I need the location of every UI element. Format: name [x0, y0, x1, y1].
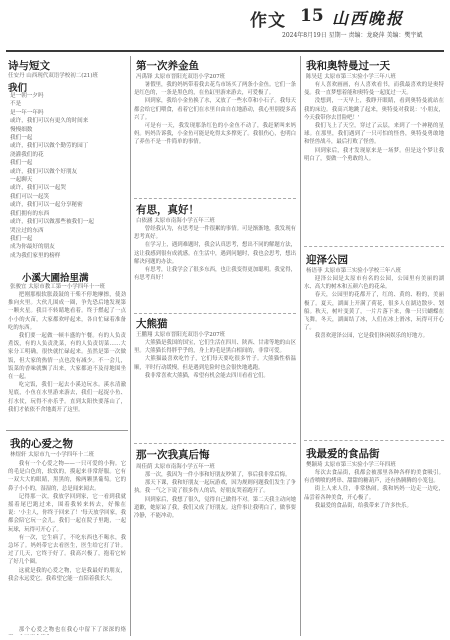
masthead [250, 6, 442, 48]
paragraph: 我们飞上了天空，穿过了云层，来到了一个神秘的星球。在那里，我们遇到了一只可怕的怪兽，奥特曼勇敢地和怪兽战斗，最后打败了怪兽。 [304, 123, 444, 146]
article-author: 冯禹锋 太原市晋阳光双语小学207班 [136, 74, 226, 80]
article-divider [134, 198, 296, 199]
newspaper-logo: 山西晚报 [332, 9, 405, 28]
article-author: 杨语菲 太原市第三实验小学校三年八班 [306, 268, 402, 274]
article-author: 周佳荫 太原市南海小学五年一班 [136, 464, 215, 470]
article-heading: 我最爱的食品街 [306, 448, 380, 460]
poem-line: 我们一起 [10, 135, 33, 142]
article-author: 陈昊廷 太原市第三实验小学三年八班 [306, 74, 396, 80]
article-heading: 有思，真好！ [136, 204, 199, 216]
date-line: 2024年8月19日 星期一 责编：龙晓萍 美编：樊宇斌 [282, 32, 423, 39]
article-author: 白依涵 太原市南海小学五年三班 [136, 218, 215, 224]
poem-line: 哭泣过的东西 [10, 227, 44, 234]
page-number: 15 [300, 6, 324, 26]
poem-line: 或许，我们可以一起哭 [10, 185, 66, 192]
story-heading: 小溪大圃拾里满 [22, 273, 89, 284]
paragraph: 我喜欢迎泽公园，它是我们休闲娱乐的好地方。 [314, 333, 429, 340]
article-heading: 我的心爱之物 [10, 438, 73, 450]
article-divider [134, 313, 296, 314]
poem-line: 成为我们家里的榜样 [10, 252, 61, 259]
paragraph: 没想到，一天早上，我睁开眼睛，看到奥特曼就站在我的床边。我高兴地跳了起来，奥特曼对我说：'小朋友，今天我带你去冒险吧！' [304, 98, 444, 121]
poem-heading: 诗与短文 [8, 60, 50, 72]
article-body [134, 81, 296, 193]
paragraph: 迎泽公园是太原市有名的公园，公园里有美丽的湖水、高大的树木和五颜六色的花朵。 [304, 276, 444, 291]
paragraph: 我最爱的食品街，给我带来了许多快乐。 [314, 502, 412, 509]
paragraph: 那天下课，我和好朋友一起玩游戏，因为规则问题我们发生了争执。我一气之下说了很多伤人的话，好朋友哭着跑开了。 [134, 480, 296, 495]
poem-line: 或许，我们可以做那些被我们一起 [10, 219, 94, 226]
article-heading: 第一次养金鱼 [136, 60, 199, 72]
paragraph: 那一次，我因为一件小事和好朋友吵架了，事后我非常后悔。 [144, 472, 291, 478]
article-divider [134, 443, 296, 444]
paragraph: 有人喜欢画画，有人喜欢看书，而我最喜欢的是奥特曼。我一直梦想着能和奥特曼一起度过一天。 [304, 82, 444, 97]
article-divider [304, 440, 444, 441]
article-heading: 大熊猫 [136, 318, 168, 330]
poem-line: 是一朝一夕吗 [10, 93, 44, 99]
paragraph: 记得那一次，我放学回到家，它一看到我就摇着尾巴跑过来，围着我转来转去，好像在说：'小主人，你终于回来了！'每天放学回家，我都会陪它玩一会儿。我们一起在院子里跑，一起玩球，玩得可开心了。 [8, 493, 126, 533]
article-divider [6, 430, 128, 431]
paragraph: 我有一个心爱之物——一只可爱的小狗。它的毛是白色的，软软的，摸起来非常舒服。它有一双大大的眼睛，黑黑的，像两颗黑葡萄。它的鼻子小小的，湿湿的，总是闻来闻去。 [8, 461, 126, 492]
poem-line: 我们一起 [10, 235, 33, 242]
masthead-rule [6, 50, 444, 52]
article-heading: 迎泽公园 [306, 254, 348, 266]
paragraph: 有一次，它生病了，不吃东西也不喝水，我急坏了。妈妈带它去看医生，医生给它打了针。过了几天，它终于好了。我高兴极了，抱着它转了好几个圈。 [8, 534, 126, 566]
poem-line: 慢慢细数 [10, 126, 33, 133]
poem-line: 或许，我们可以做个好朋友 [10, 168, 78, 175]
article-body [134, 471, 296, 635]
poem-line: 我们可以一起笑 [10, 193, 50, 200]
poem-line: 不是 [10, 101, 22, 108]
article-divider [304, 246, 444, 247]
poem-line: 我们拥有的东西 [10, 210, 50, 217]
poem-line: 或许，我们可以一起分享秘密 [10, 202, 83, 209]
article-author: 林煜轩 太原市九一小学四年十二班 [10, 452, 95, 458]
poem-line: 浇灌我们的花 [10, 151, 44, 158]
paragraph: 回到家，我给小金鱼换了水，又放了一些水草和小石子。我每天都会给它们喂食，看着它们在水里自由自在地游动，我心里别提多高兴了。 [134, 98, 296, 121]
article-body [304, 81, 444, 241]
poem-line: 我们一起 [10, 160, 33, 167]
poem-line: 一起聊天 [10, 177, 33, 184]
paragraph: 我们要一起做一顿丰盛的午餐。有的人负责煮饭，有的人负责洗菜，有的人负责切菜……大家分工明确，很快就忙碌起来。虽然是第一次做饭，但大家的热情一点也没有减少。不一会儿，饭菜的香味就飘了出来，大家都迫不及待地围坐在一起。 [8, 333, 126, 381]
paragraph: 吃完饭，我们一起去小溪边玩水。溪水清澈见底，小鱼在水里游来游去，我们一起捉小鱼、打水仗，玩得不亦乐乎。直到太阳快要落山了，我们才依依不舍地离开了这里。 [8, 382, 126, 413]
paragraph: 回到家后，我才发现原来是一场梦。但是这个梦让我明白了，要做一个勇敢的人。 [304, 147, 444, 162]
article-ending: 那个心爱之物也在我心中留下了深深的烙 [18, 627, 126, 633]
article-body [134, 339, 296, 439]
story-author: 张骏宜 太原市教工第一小学四年十一班 [10, 284, 106, 290]
column-divider [300, 56, 301, 636]
paragraph: 暑假里，我的妈妈带着我去花鸟市场买了两条小金鱼。它们一条是红色的，一条是黑色的，在鱼缸里游来游去，可爱极了。 [134, 82, 296, 97]
poem-line: 或许，我们可以有更久的时间来 [10, 118, 89, 125]
article-heading: 那一次我真后悔 [136, 449, 210, 461]
paragraph: 每次去食品街，我都会被那里各种各样的美食吸引。有香喷喷的烤串、甜甜的糖葫芦，还有热腾腾的小笼包。 [304, 470, 444, 485]
paragraph: 大熊猫最喜欢吃竹子，它们每天要吃很多竹子。大熊猫性格温顺，平时行动缓慢，但是遇到危险时也会很快地逃跑。 [134, 356, 296, 371]
poem-line: 成为你最好的朋友 [10, 244, 55, 251]
paragraph: 曾经我认为，有思考是一件很累的事情。可是渐渐地，我发现有思考真好。 [134, 226, 296, 241]
poem-subtitle: 我们 [8, 83, 28, 94]
paragraph: 有思考，让我学会了很多东西，也让我变得更加聪明。我觉得，有思考真好！ [134, 267, 296, 282]
paragraph: 回到家后，我想了很久，觉得自己做得不对。第二天我主动向她道歉，她原谅了我，我们又成了好朋友。这件事让我明白了，做事要冷静，不能冲动。 [134, 496, 296, 520]
article-body [8, 460, 126, 626]
article-author: 樊颖琦 太原市第三实验小学三年四班 [306, 462, 396, 468]
article-body [134, 225, 296, 309]
paragraph: 把刚那根软胀鼓鼓的干柴不停地摩擦，使劲推向火里。大伙儿围成一圈，争先恐后地发现第一颗火星。我目不转睛地看着。终于燃起了一点小小的火苗，大家都欢呼起来，各自忙碌着准备吃的东西。 [8, 292, 126, 331]
poem-line: 是一年一年吗 [10, 109, 44, 116]
article-body [304, 469, 444, 635]
paragraph: 春天，公园里的花都开了，红的、黄的、粉的，美丽极了。夏天，湖面上开满了荷花，很多人在湖边散步、划船。秋天，树叶变黄了，一片片落下来，像一只只蝴蝶在飞舞。冬天，湖面结了冰，人们在冰上滑冰，玩得可开心了。 [304, 292, 444, 332]
paragraph: 街上人来人往，非常热闹。我和妈妈一边走一边吃，品尝着各种美食，开心极了。 [304, 486, 444, 501]
article-heading: 我和奥特曼过一天 [306, 60, 390, 72]
poem-author: 任安丹 山西现代双语学校初二(21)班 [8, 73, 99, 79]
paragraph: 在学习上，遇到难题时，我会认真思考，想出不同的解题方法，这让我感到很有成就感。在生活中，遇到问题时，我也会思考，想出解决问题的办法。 [134, 242, 296, 265]
column-divider [130, 56, 131, 636]
article-body [304, 275, 444, 435]
story-body [8, 291, 126, 425]
paragraph: 我非常喜欢大熊猫，希望有机会能去四川看看它们。 [144, 372, 269, 379]
poem-line: 或许，我们可以做个勤劳的园丁 [10, 143, 89, 150]
paragraph: 大熊猫是我国的国宝，它们生活在四川、陕西、甘肃等地的山区里。大熊猫长得胖乎乎的，身上的毛是黑白相间的，非常可爱。 [134, 340, 296, 355]
paragraph: 可是有一天，我发现那条红色的小金鱼不动了，我赶紧叫来妈妈。妈妈告诉我，小金鱼可能是吃得太多撑死了。我很伤心，也明白了养鱼不是一件简单的事情。 [134, 123, 296, 146]
paragraph: 这就是我的心爱之物，它是我最好的朋友，我会永远爱它。我希望它能一直陪着我长大。 [8, 567, 126, 582]
poem-body [10, 92, 125, 260]
article-author: 王鹏翔 太原市晋阳光双语小学207班 [136, 332, 226, 338]
section-title: 作文 [250, 11, 286, 31]
